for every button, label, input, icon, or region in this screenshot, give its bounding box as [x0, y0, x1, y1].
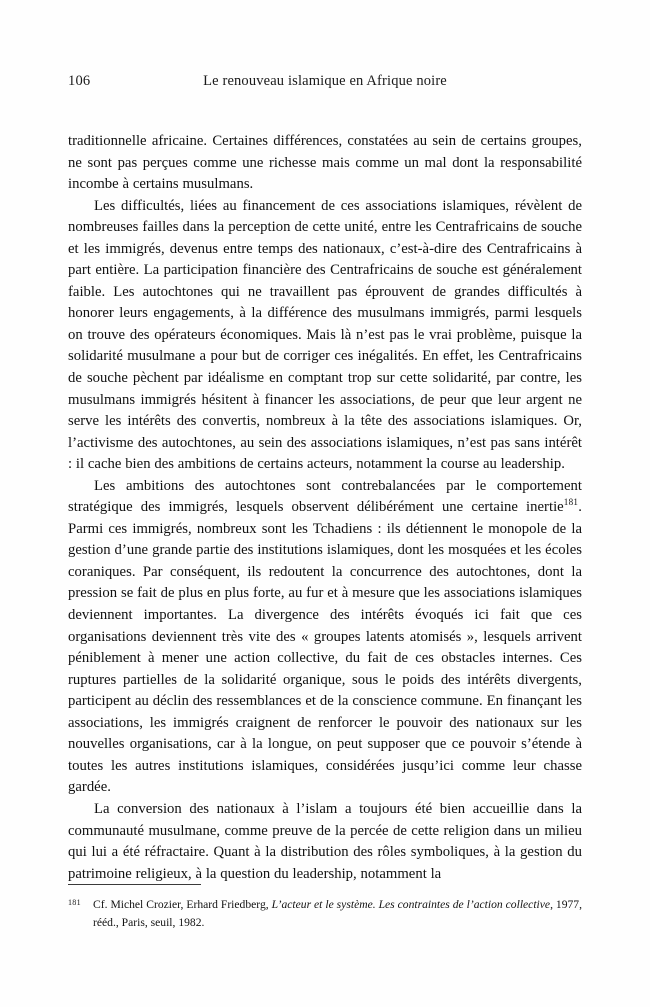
footnote-work-title: L’acteur et le système. Les contraintes de l’action collective	[271, 898, 551, 911]
running-head	[68, 70, 582, 92]
paragraph-4: La conversion des nationaux à l’islam a toujours été bien accueillie dans la communauté musulmane, comme preuve de la percée de cette religion dans un milieu qui lui a été réfractaire. Quant à la distribution des rôles symboliques, à la gestion du patrimoine religieux, à la question du leadership, notamment la	[68, 800, 582, 882]
page-number: 106	[68, 73, 91, 89]
footnote-text	[93, 898, 582, 929]
paragraph-2: Les difficultés, liées au financement de ces associations islamiques, révèlent de nombreuses failles dans la perception de cette unité, entre les Centrafricains de souche et les immigrés, devenus entre temps des nationaux, c’est-à-dire des Centrafricains à part entière. La participation financière des Centrafricains de souche est généralement faible. Les autochtones qui ne travaillent pas éprouvent de grandes difficultés à honorer leurs engagements, à la différence des musulmans immigrés, parmi lesquels on trouve des opérateurs économiques. Mais là n’est pas le vrai problème, puisque la solidarité musulmane a pour but de corriger ces inégalités. En effet, les Centrafricains de souche pèchent par idéalisme en comptant trop sur cette solidarité, par contre, les musulmans immigrés hésitent à financer les associations, de peur que leur argent ne serve les intérêts des convertis, nombreux à la tête des associations islamiques. Or, l’activisme des autochtones, au sein des associations islamiques, n’est pas sans intérêt : il cache bien des ambitions de certains acteurs, notamment la course au leadership.	[68, 197, 582, 473]
paragraph-3-text-after-note: . Parmi ces immigrés, nombreux sont les Tchadiens : ils détiennent le monopole de la gestion d’une grande partie des institutions islamiques, dont les mosquées et les écoles coraniques. Par conséquent, ils redoutent la concurrence des autochtones, dont la pression se fait de plus en plus forte, au fur et à mesure que les associations islamiques deviennent importantes. La divergence des intérêts évoqués ici fait que ces organisations deviennent très vite des « groupes latents atomisés », lesquels arrivent péniblement à mener une action collective, du fait de ces obstacles internes. Ces ruptures partielles de la solidarité organique, sous le poids des intérêts divergents, participent au déclin des ressemblances et de la conscience commune. En finançant les associations, les immigrés craignent de renforcer le pouvoir des nationaux sur les nouvelles organisations, car à la longue, on peut supposer que ce pouvoir s’étende à toutes les autres institutions islamiques, considérées jusqu’ici comme leur chasse gardée.	[68, 499, 582, 796]
footnote-181	[68, 896, 582, 931]
footnote-separator-rule	[68, 884, 201, 885]
paragraph-3-text-before-note: Les ambitions des autochtones sont contrebalancées par le comportement stratégique des immigrés, lesquels observent délibérément une certaine inertie	[68, 477, 582, 516]
footnote-reference-181[interactable]: 181	[563, 497, 579, 508]
running-title: Le renouveau islamique en Afrique noire	[203, 73, 447, 89]
paragraph-3	[68, 476, 582, 799]
paragraph-1: traditionnelle africaine. Certaines différences, constatées au sein de certains groupes, ne sont pas perçues comme une richesse mais comme un mal dont la responsabilité incombe à certains musulmans.	[68, 133, 582, 193]
body-text-block	[68, 131, 582, 885]
footnote-prefix: Cf. Michel Crozier, Erhard Friedberg,	[93, 898, 272, 911]
footnote-marker-181: 181	[68, 898, 81, 907]
footnote-suffix: , 1977, rééd., Paris, seuil, 1982.	[93, 898, 582, 929]
footnote-area	[68, 884, 582, 931]
